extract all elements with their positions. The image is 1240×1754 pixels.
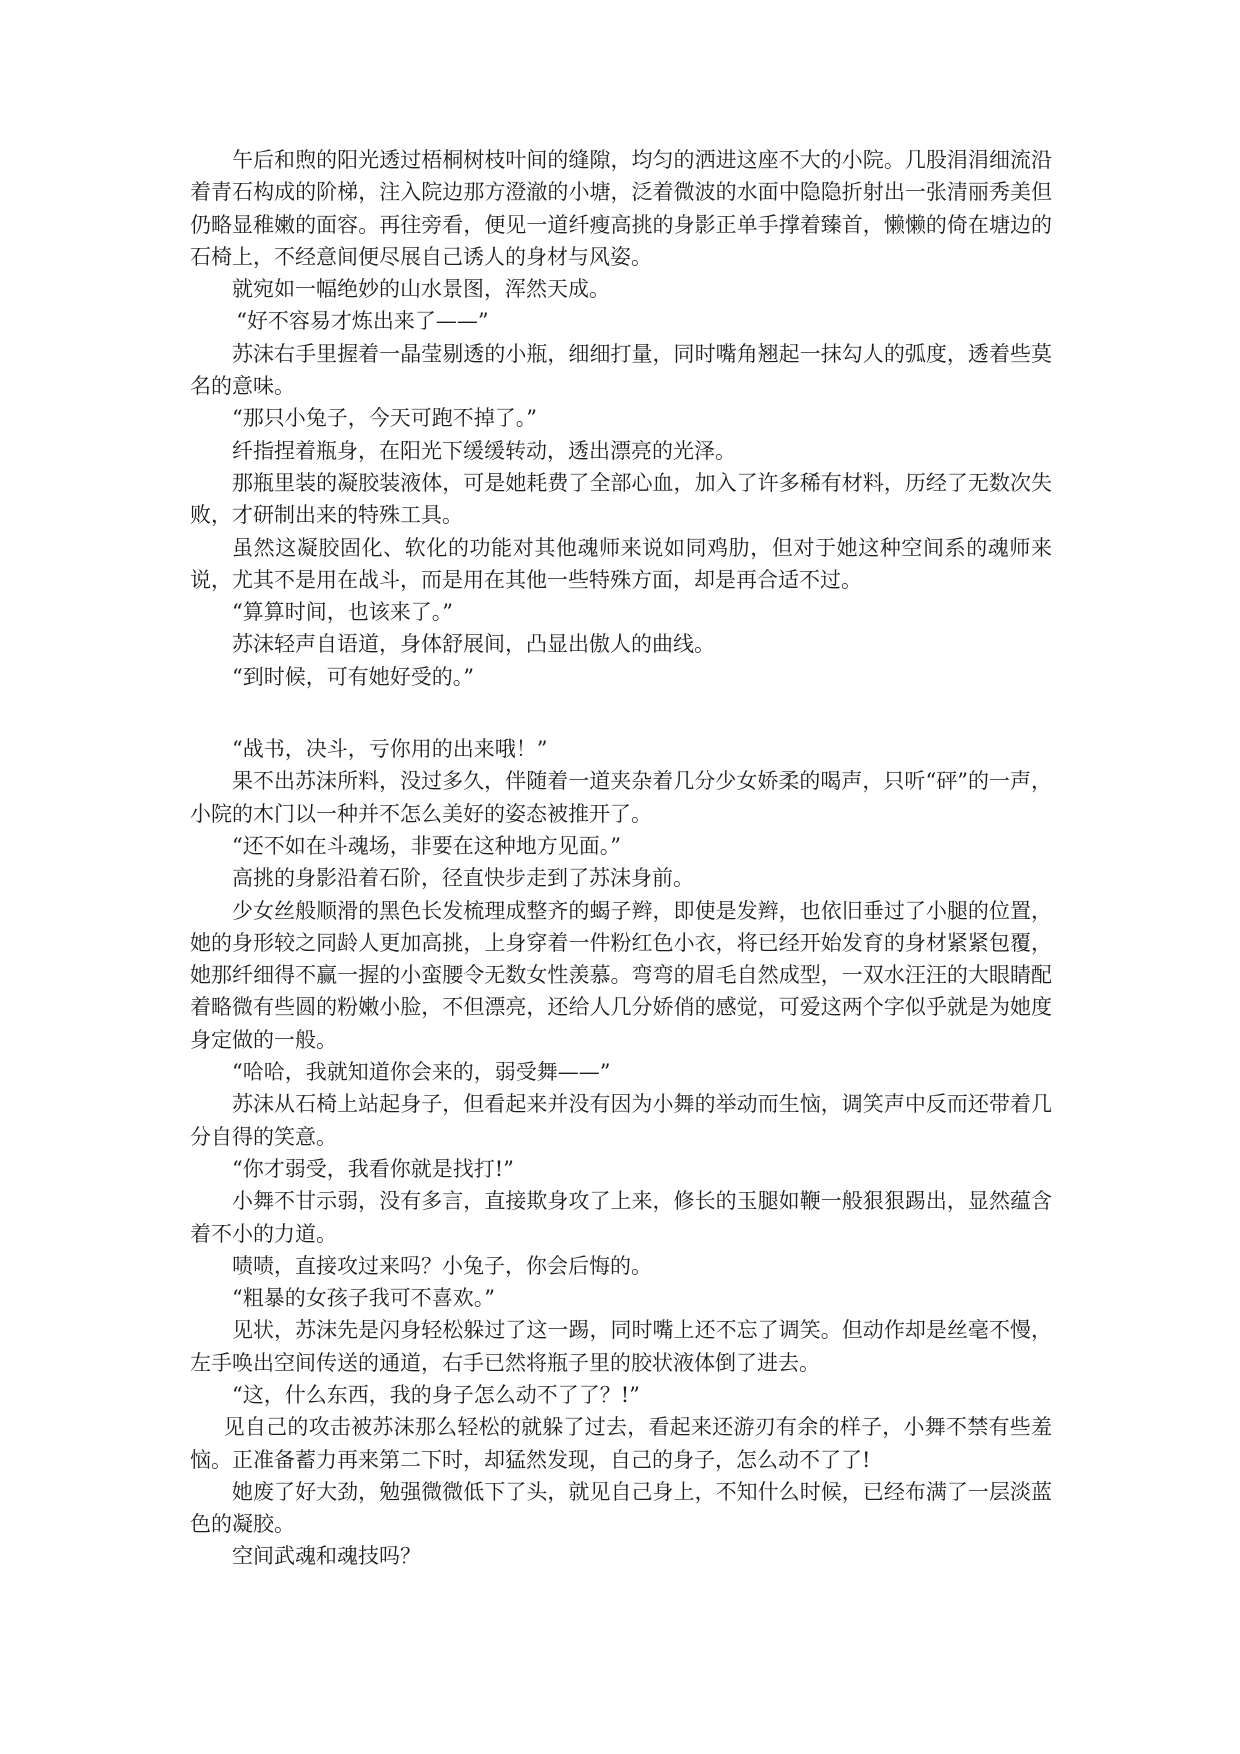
paragraph: 午后和煦的阳光透过梧桐树枝叶间的缝隙，均匀的洒进这座不大的小院。几股涓涓细流沿着青石构成的阶梯，注入院边那方澄澈的小塘，泛着微波的水面中隐隐折射出一张清丽秀美但仍略显稚嫩的面容。再往旁看，便见一道纤瘦高挑的身影正单手撑着臻首，懒懒的倚在塘边的石椅上，不经意间便尽展自己诱人的身材与风姿。 bbox=[190, 148, 1052, 269]
dialogue-paragraph: “到时候，可有她好受的。” bbox=[232, 664, 474, 689]
dialogue-paragraph: “粗暴的女孩子我可不喜欢。” bbox=[232, 1286, 495, 1311]
document-body bbox=[190, 144, 1052, 1573]
paragraph: 空间武魂和魂技吗？ bbox=[232, 1544, 421, 1569]
paragraph: 就宛如一幅绝妙的山水景图，浑然天成。 bbox=[232, 277, 610, 302]
dialogue-paragraph: “好不容易才炼出来了——” bbox=[236, 309, 489, 334]
paragraph: 纤指捏着瓶身，在阳光下缓缓转动，透出漂亮的光泽。 bbox=[232, 438, 736, 463]
paragraph: 见状，苏沫先是闪身轻松躲过了这一踢，同时嘴上还不忘了调笑。但动作却是丝毫不慢，左手唤出空间传送的通道，右手已然将瓶子里的胶状液体倒了进去。 bbox=[190, 1318, 1052, 1375]
paragraph: 虽然这凝胶固化、软化的功能对其他魂师来说如同鸡肋，但对于她这种空间系的魂师来说，尤其不是用在战斗，而是用在其他一些特殊方面，却是再合适不过。 bbox=[190, 535, 1052, 592]
paragraph: 她废了好大劲，勉强微微低下了头，就见自己身上，不知什么时候，已经布满了一层淡蓝色的凝胶。 bbox=[190, 1479, 1052, 1537]
paragraph: 小舞不甘示弱，没有多言，直接欺身攻了上来，修长的玉腿如鞭一般狠狠踢出，显然蕴含着不小的力道。 bbox=[190, 1189, 1052, 1246]
dialogue-paragraph: “战书，决斗，亏你用的出来哦！” bbox=[232, 737, 548, 762]
dialogue-paragraph: “你才弱受，我看你就是找打!” bbox=[232, 1156, 514, 1181]
paragraph: 高挑的身影沿着石阶，径直快步走到了苏沫身前。 bbox=[232, 866, 694, 891]
paragraph: 见自己的攻击被苏沫那么轻松的就躲了过去，看起来还游刃有余的样子，小舞不禁有些羞恼。正准备蓄力再来第二下时，却猛然发现，自己的身子，怎么动不了了! bbox=[190, 1415, 1052, 1472]
dialogue-paragraph: “算算时间，也该来了。” bbox=[232, 600, 453, 625]
paragraph: 苏沫右手里握着一晶莹剔透的小瓶，细细打量，同时嘴角翘起一抹勾人的弧度，透着些莫名的意味。 bbox=[190, 341, 1052, 399]
dialogue-paragraph: “哈哈，我就知道你会来的，弱受舞——” bbox=[232, 1060, 611, 1085]
paragraph: 少女丝般顺滑的黑色长发梳理成整齐的蝎子辫，即使是发辫，也依旧垂过了小腿的位置，她的身形较之同龄人更加高挑，上身穿着一件粉红色小衣，将已经开始发育的身材紧紧包覆，她那纤细得不赢一握的小蛮腰令无数女性羡慕。弯弯的眉毛自然成型，一双水汪汪的大眼睛配着略微有些圆的粉嫩小脸，不但漂亮，还给人几分娇俏的感觉，可爱这两个字似乎就是为她度身定做的一般。 bbox=[190, 898, 1052, 1052]
dialogue-paragraph: “那只小兔子，今天可跑不掉了。” bbox=[232, 406, 537, 431]
paragraph: 果不出苏沫所料，没过多久，伴随着一道夹杂着几分少女娇柔的喝声，只听“砰”的一声，小院的木门以一种并不怎么美好的姿态被推开了。 bbox=[190, 769, 1052, 826]
paragraph: 苏沫轻声自语道，身体舒展间，凸显出傲人的曲线。 bbox=[232, 632, 715, 657]
paragraph: 苏沫从石椅上站起身子，但看起来并没有因为小舞的举动而生恼，调笑声中反而还带着几分自得的笑意。 bbox=[190, 1092, 1052, 1149]
dialogue-paragraph: “还不如在斗魂场，非要在这种地方见面。” bbox=[232, 833, 621, 858]
paragraph: 啧啧，直接攻过来吗？小兔子，你会后悔的。 bbox=[232, 1253, 652, 1278]
paragraph: 那瓶里装的凝胶装液体，可是她耗费了全部心血，加入了许多稀有材料，历经了无数次失败，才研制出来的特殊工具。 bbox=[190, 470, 1052, 528]
dialogue-paragraph: “这，什么东西，我的身子怎么动不了了？!” bbox=[232, 1382, 640, 1407]
